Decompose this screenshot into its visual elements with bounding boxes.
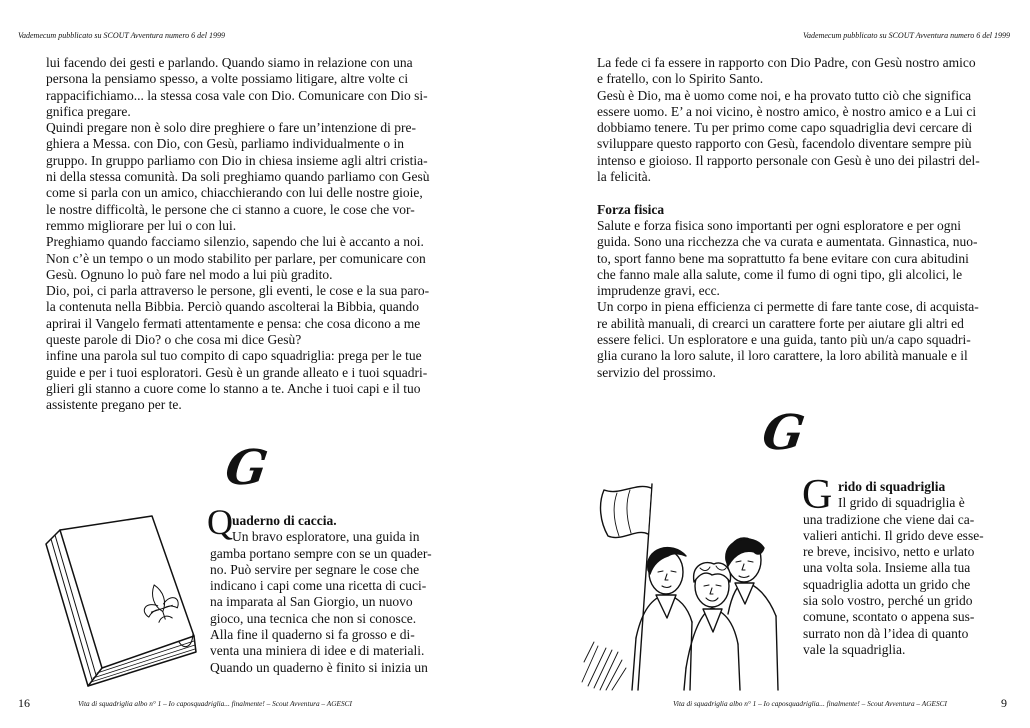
body-line: Gesù è Dio, ma è uomo come noi, e ha provato tutto ciò che significa: [597, 87, 972, 103]
body-line: gnifica pregare.: [46, 103, 131, 119]
section-line: gamba portano sempre con se un quader-: [210, 545, 432, 561]
section-quaderno-di-caccia: [207, 502, 440, 676]
body-line: le nostre difficoltà, le persone che ci stanno a cuore, le cose che vor-: [46, 201, 415, 217]
section-line: valieri antichi. Il grido deve esse-: [803, 527, 984, 543]
right-body-text: [597, 55, 980, 381]
body-line: la felicità.: [597, 169, 651, 185]
body-line: Un corpo in piena efficienza ci permette di fare tante cose, di acquista-: [597, 299, 979, 315]
body-line: guida. Sono una ricchezza che va curata e aumentata. Ginnastica, nuo-: [597, 234, 978, 250]
body-line: glia curano la loro salute, il loro carattere, la loro abilità manuale e il: [597, 348, 968, 364]
scouts-illustration: [578, 476, 783, 694]
paragraph-spacer: [597, 185, 980, 201]
section-line: na imparata al San Giorgio, un nuovo: [210, 594, 413, 610]
body-line: servizio del prossimo.: [597, 364, 716, 380]
section-line: sia solo vostro, perché un grido: [803, 593, 973, 609]
speed-hatching: [582, 642, 626, 690]
section-line: gioco, una tecnica che non si conosce.: [210, 610, 417, 626]
section-line: una tradizione che viene dai ca-: [803, 511, 975, 527]
body-line: sviluppare questo rapporto con Gesù, facendolo diventare sempre più: [597, 136, 972, 152]
body-line: come si parla con un amico, chiacchierando con lui delle nostre gioie,: [46, 185, 423, 201]
scout-left: [632, 548, 692, 690]
body-line: remmo migliorare per lui o con lui.: [46, 217, 237, 233]
body-line: ni della stessa comunità. Da soli preghiamo quando parliamo con Gesù: [46, 169, 430, 185]
neckerchief: [703, 609, 722, 632]
body-line: gruppo. In gruppo parliamo con Dio in chiesa insieme agli altri cristia-: [46, 152, 428, 168]
section-line: surrato non dà l’idea di quanto: [803, 625, 969, 641]
page-number-left: 16: [18, 696, 30, 710]
notebook-cover: [60, 516, 194, 668]
body-line: aprirai il Vangelo fermati attentamente e pensa: che cosa dicono a me: [46, 315, 421, 331]
body-line: queste parole di Dio? o che cosa mi dice Gesù?: [46, 332, 302, 348]
neckerchief: [656, 595, 676, 618]
running-footer-right: Vita di squadriglia albo n° 1 – Io caposquadriglia... finalmente! – Scout Avventura – AGESCI: [673, 699, 947, 708]
body-line: Quindi pregare non è solo dire preghiere o fare un’intenzione di pre-: [46, 120, 416, 136]
drop-cap: G: [802, 472, 833, 518]
body-line: Non c’è un tempo o un modo stabilito per parlare, per comunicare con: [46, 250, 426, 266]
body-line: glieri gli stanno a cuore come lo stanno a te. Anche i tuoi capi e il tuo: [46, 380, 421, 396]
body-line: Dio, poi, ci parla attraverso le persone, gli eventi, le cose e la sua paro-: [46, 283, 430, 299]
section-line: vale la squadriglia.: [803, 641, 906, 657]
body-line: rappacifichiamo... la stessa cosa vale con Dio. Comunicare con Dio si-: [46, 87, 428, 103]
section-line: Il grido di squadriglia è: [838, 495, 965, 511]
body-line: la contenuta nella Bibbia. Perciò quando ascolterai la Bibbia, quando: [46, 299, 420, 315]
body-line: essere uomo. E’ a noi vicino, è nostro amico, è nostro amico e a Lui ci: [597, 103, 977, 119]
scout-right: [726, 538, 778, 690]
ornament-g-logo: G: [222, 440, 271, 496]
section-line: indicano i capi come una ricetta di cuci-: [210, 578, 427, 594]
section-line: re breve, incisivo, netto e urlato: [803, 544, 975, 560]
section-line: squadriglia adotta un grido che: [803, 576, 971, 592]
running-footer-left: Vita di squadriglia albo n° 1 – Io caposquadriglia... finalmente! – Scout Avventura – AGESCI: [78, 699, 352, 708]
section-line: comune, scontato o appena sus-: [803, 609, 975, 625]
section-line: Un bravo esploratore, una guida in: [232, 529, 420, 545]
body-line: assistente pregano per te.: [46, 397, 182, 413]
body-line: ghiera a Messa. con Dio, con Gesù, parliamo individualmente o in: [46, 136, 405, 152]
section-line: Quando un quaderno è finito si inizia un: [210, 659, 428, 675]
flag: [601, 486, 651, 537]
body-line: Salute e forza fisica sono importanti per ogni esploratore e per ogni: [597, 217, 962, 233]
body-line: Gesù. Ognuno lo può fare nel modo a lui più gradito.: [46, 266, 333, 282]
running-header-right: Vademecum pubblicato su SCOUT Avventura numero 6 del 1999: [803, 31, 1010, 40]
body-line: infine una parola sul tuo compito di capo squadriglia: prega per le tue: [46, 348, 422, 364]
section-line: una volta sola. Insieme alla tua: [803, 560, 971, 576]
left-body-text: [46, 55, 430, 414]
section-line: venta una miniera di idee e di materiali.: [210, 643, 425, 659]
drop-cap: Q: [207, 502, 233, 542]
body-line: lui facendo dei gesti e parlando. Quando siamo in relazione con una: [46, 55, 413, 70]
heading-forza-fisica: Forza fisica: [597, 201, 665, 217]
body-line: imprudenze gravi, ecc.: [597, 283, 720, 299]
body-line: essere felici. Un esploratore e una guida, tanto più un/a capo squadri-: [597, 332, 971, 348]
notebook-illustration: [36, 508, 201, 693]
body-line: re abilità manuali, di crearci un carattere forte per aiutare gli altri ed: [597, 315, 964, 331]
ornament-g-logo: G: [759, 405, 808, 461]
section-title: uaderno di caccia.: [232, 513, 337, 528]
body-line: e fratello, con lo Spirito Santo.: [597, 71, 764, 87]
running-header-left: Vademecum pubblicato su SCOUT Avventura numero 6 del 1999: [18, 31, 225, 40]
section-line: Alla fine il quaderno si fa grosso e di-: [210, 627, 415, 643]
body-line: to, sport fanno bene ma soprattutto fa bene evitare con cura abitudini: [597, 250, 969, 266]
body-line: persona la pensiamo spesso, a volte possiamo litigare, altre volte ci: [46, 71, 409, 87]
section-grido-di-squadriglia: [802, 472, 1008, 658]
section-line: no. Può servire per segnare le cose che: [210, 561, 420, 577]
section-title: rido di squadriglia: [838, 479, 946, 494]
body-line: La fede ci fa essere in rapporto con Dio Padre, con Gesù nostro amico: [597, 55, 976, 70]
neckerchief: [735, 583, 754, 604]
body-line: Preghiamo quando facciamo silenzio, sapendo che lui è accanto a noi.: [46, 234, 424, 250]
page-number-right: 9: [1001, 696, 1007, 710]
body-line: che fanno male alla salute, come il fumo di ogni tipo, gli alcolici, le: [597, 266, 963, 282]
body-line: guide e per i tuoi esploratori. Gesù è un grande alleato e i tuoi squadri-: [46, 364, 428, 380]
body-line: dobbiamo tenere. Tu per primo come capo squadriglia devi cercare di: [597, 120, 973, 136]
body-line: intenso e gioioso. Il rapporto personale con Gesù è uno dei pilastri del-: [597, 152, 980, 168]
